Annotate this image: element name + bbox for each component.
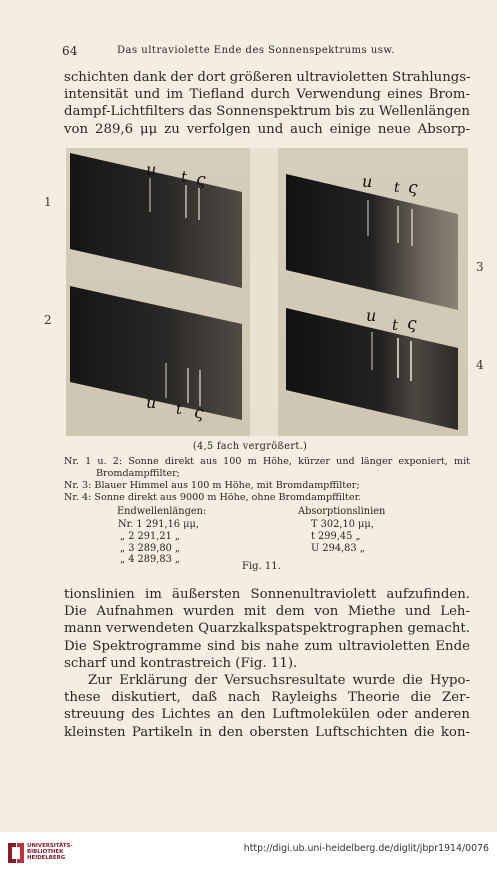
logo-line: BIBLIOTHEK bbox=[27, 849, 64, 856]
library-logo-icon bbox=[6, 841, 26, 865]
endwavelength-row: Nr. 1 291,16 μμ, bbox=[118, 519, 199, 530]
marker-s-1: ς bbox=[196, 170, 206, 190]
endwavelength-row: „ 4 289,83 „ bbox=[120, 554, 181, 566]
text-line: Die Spektrogramme sind bis nahe zum ultravioletten Ende bbox=[64, 638, 470, 654]
text-line: kleinsten Partikeln in den obersten Luftschichten die kon- bbox=[64, 724, 470, 740]
footer-bar bbox=[0, 832, 497, 876]
wavelength-right-header: Absorptionslinien bbox=[298, 506, 386, 517]
logo-line: UNIVERSITÄTS- bbox=[27, 843, 73, 849]
library-name bbox=[27, 843, 73, 862]
running-title: Das ultraviolette Ende des Sonnenspektrums usw. bbox=[117, 45, 395, 56]
caption-line: Nr. 3: Blauer Himmel aus 100 m Höhe, mit Bromdampffilter; bbox=[64, 480, 360, 491]
logo-line: HEIDELBERG bbox=[27, 855, 66, 862]
marker-s-2: ς bbox=[194, 403, 204, 423]
wavelength-left-header: Endwellenlängen: bbox=[117, 506, 207, 517]
absorption-row: U 294,83 „ bbox=[311, 542, 365, 554]
marker-t-3: t bbox=[394, 180, 400, 196]
endwavelength-row: „ 2 291,21 „ bbox=[120, 530, 181, 542]
spectrogram-figure bbox=[66, 148, 468, 436]
caption-line: Nr. 1 u. 2: Sonne direkt aus 100 m Höhe, kürzer und länger exponiert, mit bbox=[64, 456, 470, 467]
caption-line: Bromdampffilter; bbox=[96, 468, 180, 479]
text-line: mann verwendeten Quarzkalkspatspektrographen gemacht. bbox=[64, 621, 470, 637]
text-line: scharf und kontrastreich (Fig. 11). bbox=[64, 655, 298, 671]
text-line: dampf-Lichtfilters das Sonnenspektrum bis zu Wellenlängen bbox=[64, 104, 470, 120]
plate-number-2: 2 bbox=[44, 313, 52, 327]
caption-line: Nr. 4: Sonne direkt aus 9000 m Höhe, ohne Bromdampffilter. bbox=[64, 492, 362, 503]
endwavelength-row: „ 3 289,80 „ bbox=[120, 542, 181, 554]
plate-number-4: 4 bbox=[476, 358, 484, 372]
text-line: von 289,6 μμ zu verfolgen und auch einige neue Absorp- bbox=[64, 121, 470, 137]
text-line: streuung des Lichtes an den Luftmolekülen oder anderen bbox=[64, 707, 470, 723]
plate-number-1: 1 bbox=[44, 195, 52, 209]
page-number: 64 bbox=[62, 44, 78, 58]
marker-t-4: t bbox=[392, 316, 399, 334]
absorption-row: t 299,45 „ bbox=[311, 530, 361, 542]
text-line: these diskutiert, daß nach Rayleighs Theorie die Zer- bbox=[64, 690, 470, 706]
marker-t-1: t bbox=[181, 168, 188, 186]
text-line: tionslinien im äußersten Sonnenultraviolett aufzufinden. bbox=[64, 587, 470, 602]
marker-u-3: u bbox=[362, 172, 373, 191]
marker-u-1: u bbox=[146, 160, 157, 179]
text-line: Zur Erklärung der Versuchsresultate wurde die Hypo- bbox=[88, 672, 470, 688]
plate-number-3: 3 bbox=[476, 260, 484, 274]
text-line: intensität und im Tiefland durch Verwendung eines Brom- bbox=[64, 87, 470, 103]
endwavelengths-list bbox=[118, 519, 199, 566]
marker-t-2: t bbox=[176, 400, 183, 418]
figure-label: Fig. 11. bbox=[242, 561, 281, 572]
marker-u-2: u bbox=[146, 393, 157, 412]
marker-s-4: ς bbox=[407, 314, 417, 334]
marker-s-3: ς bbox=[408, 178, 418, 198]
absorption-row: T 302,10 μμ, bbox=[311, 519, 374, 530]
figure-caption bbox=[64, 456, 470, 504]
paragraph-bottom bbox=[64, 586, 470, 741]
source-url-link[interactable]: http://digi.ub.uni-heidelberg.de/diglit/jbpr1914/0076 bbox=[243, 843, 489, 854]
magnification-note: (4,5 fach vergrößert.) bbox=[192, 441, 308, 452]
text-line: Die Aufnahmen wurden mit dem von Miethe und Leh- bbox=[64, 604, 470, 620]
marker-u-4: u bbox=[366, 306, 377, 325]
text-line: schichten dank der dort größeren ultravioletten Strahlungs- bbox=[64, 70, 471, 85]
absorption-lines-list bbox=[311, 519, 374, 554]
paragraph-top bbox=[64, 69, 470, 138]
